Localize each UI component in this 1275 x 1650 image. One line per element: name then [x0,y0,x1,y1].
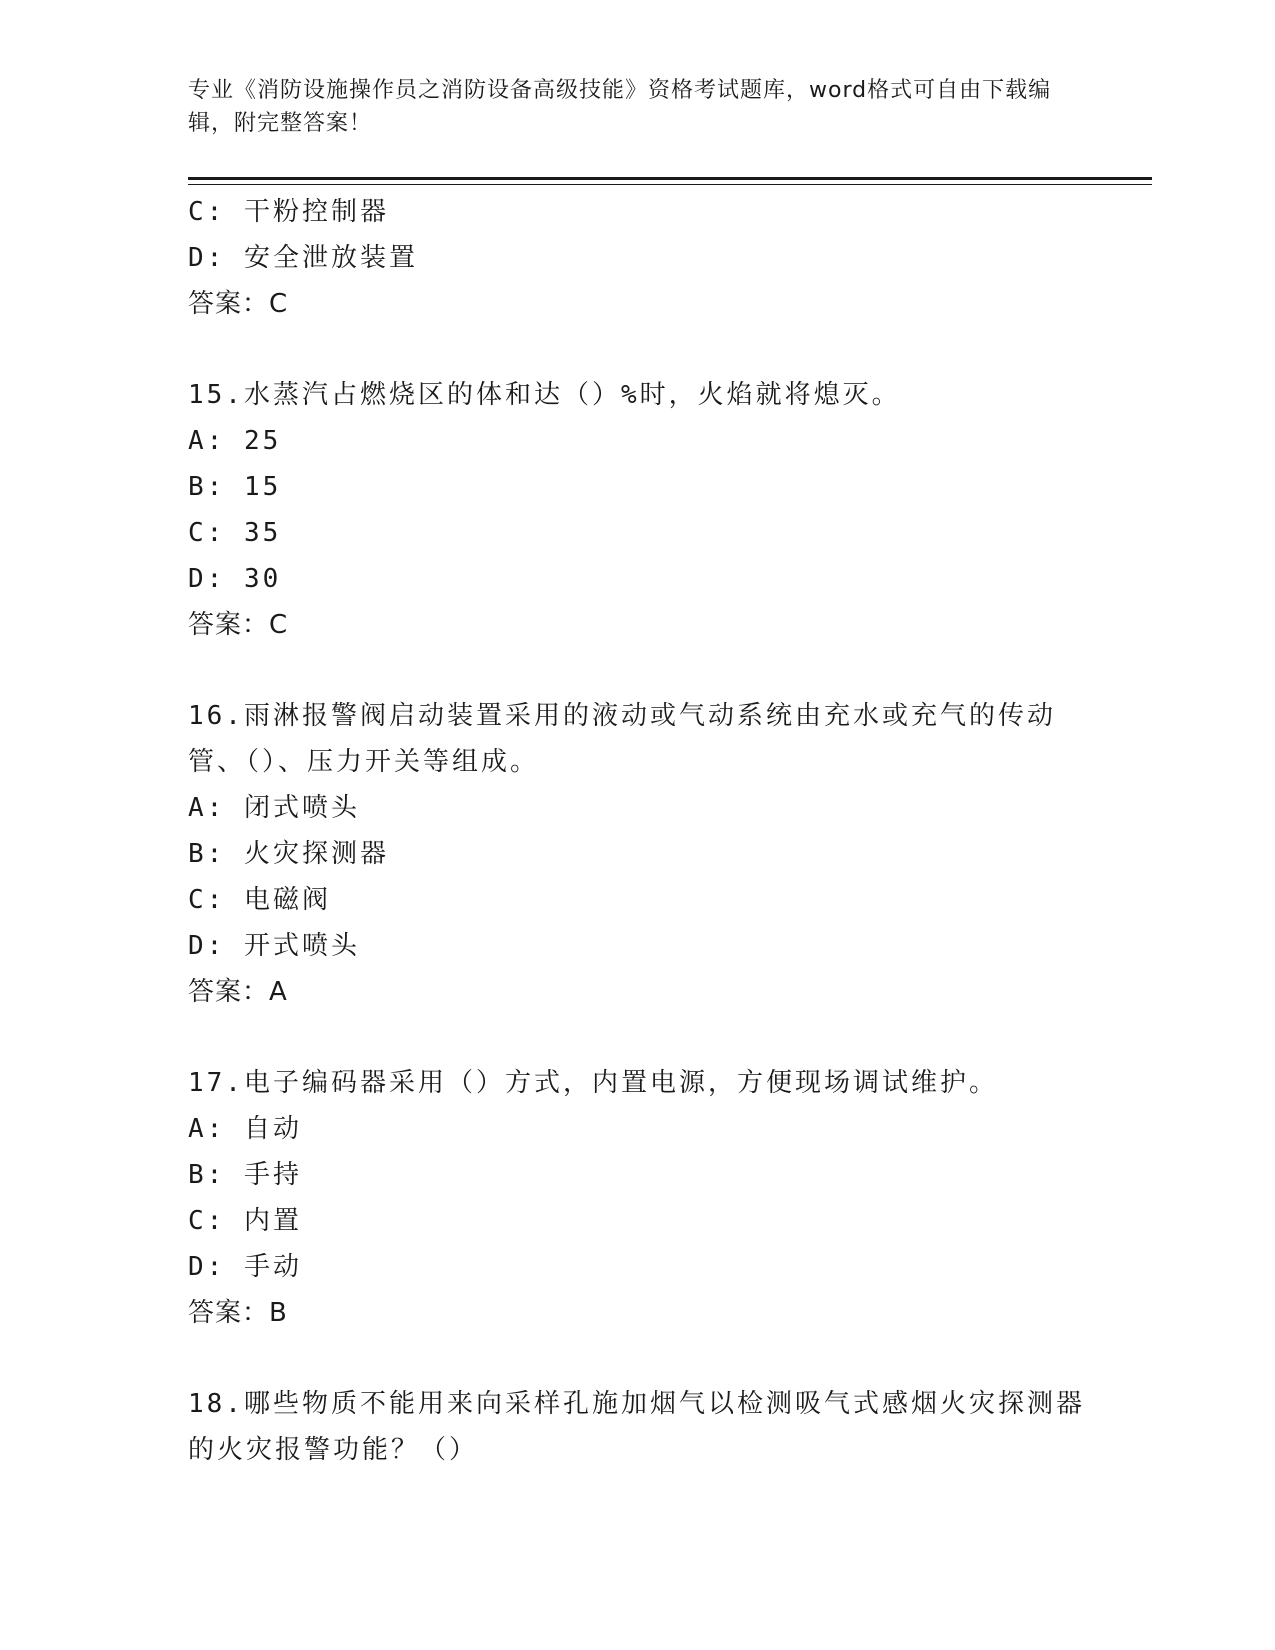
question-18 [188,1381,1088,1473]
option-a: A: 闭式喷头 [188,793,360,823]
option-b: B: 15 [188,472,282,502]
spacer [188,1336,1088,1381]
option-a: A: 25 [188,426,282,456]
spacer [188,1015,1088,1060]
answer-line: 答案：C [188,610,289,640]
question-text: 17.电子编码器采用（）方式，内置电源，方便现场调试维护。 [188,1068,998,1098]
answer-line: 答案：B [188,1298,288,1328]
spacer [188,648,1088,693]
question-text: 16.雨淋报警阀启动装置采用的液动或气动系统由充水或充气的传动管、（）、压力开关等组成。 [188,701,1056,777]
option-c: C: 35 [188,518,282,548]
header-divider-thin [188,184,1152,185]
question-16 [188,693,1088,1015]
question-text: 18.哪些物质不能用来向采样孔施加烟气以检测吸气式感烟火灾探测器的火灾报警功能？（） [188,1389,1085,1465]
option-d: D: 安全泄放装置 [188,243,418,273]
carryover-question [188,189,1088,327]
header-divider-thick [188,177,1152,180]
question-17 [188,1060,1088,1336]
option-b: B: 手持 [188,1160,302,1190]
option-d: D: 30 [188,564,282,594]
question-15 [188,372,1088,648]
answer-line: 答案：C [188,289,289,319]
spacer [188,327,1088,372]
option-b: B: 火灾探测器 [188,839,389,869]
option-a: A: 自动 [188,1114,302,1144]
option-d: D: 开式喷头 [188,931,360,961]
question-text: 15.水蒸汽占燃烧区的体和达（）%时，火焰就将熄灭。 [188,380,901,410]
option-c: C: 内置 [188,1206,302,1236]
option-c: C: 干粉控制器 [188,197,389,227]
document-body [188,189,1088,1473]
option-c: C: 电磁阀 [188,885,331,915]
option-d: D: 手动 [188,1252,302,1282]
answer-line: 答案：A [188,977,288,1007]
document-header: 专业《消防设施操作员之消防设备高级技能》资格考试题库，word格式可自由下载编辑，附完整答案！ [188,78,1052,136]
